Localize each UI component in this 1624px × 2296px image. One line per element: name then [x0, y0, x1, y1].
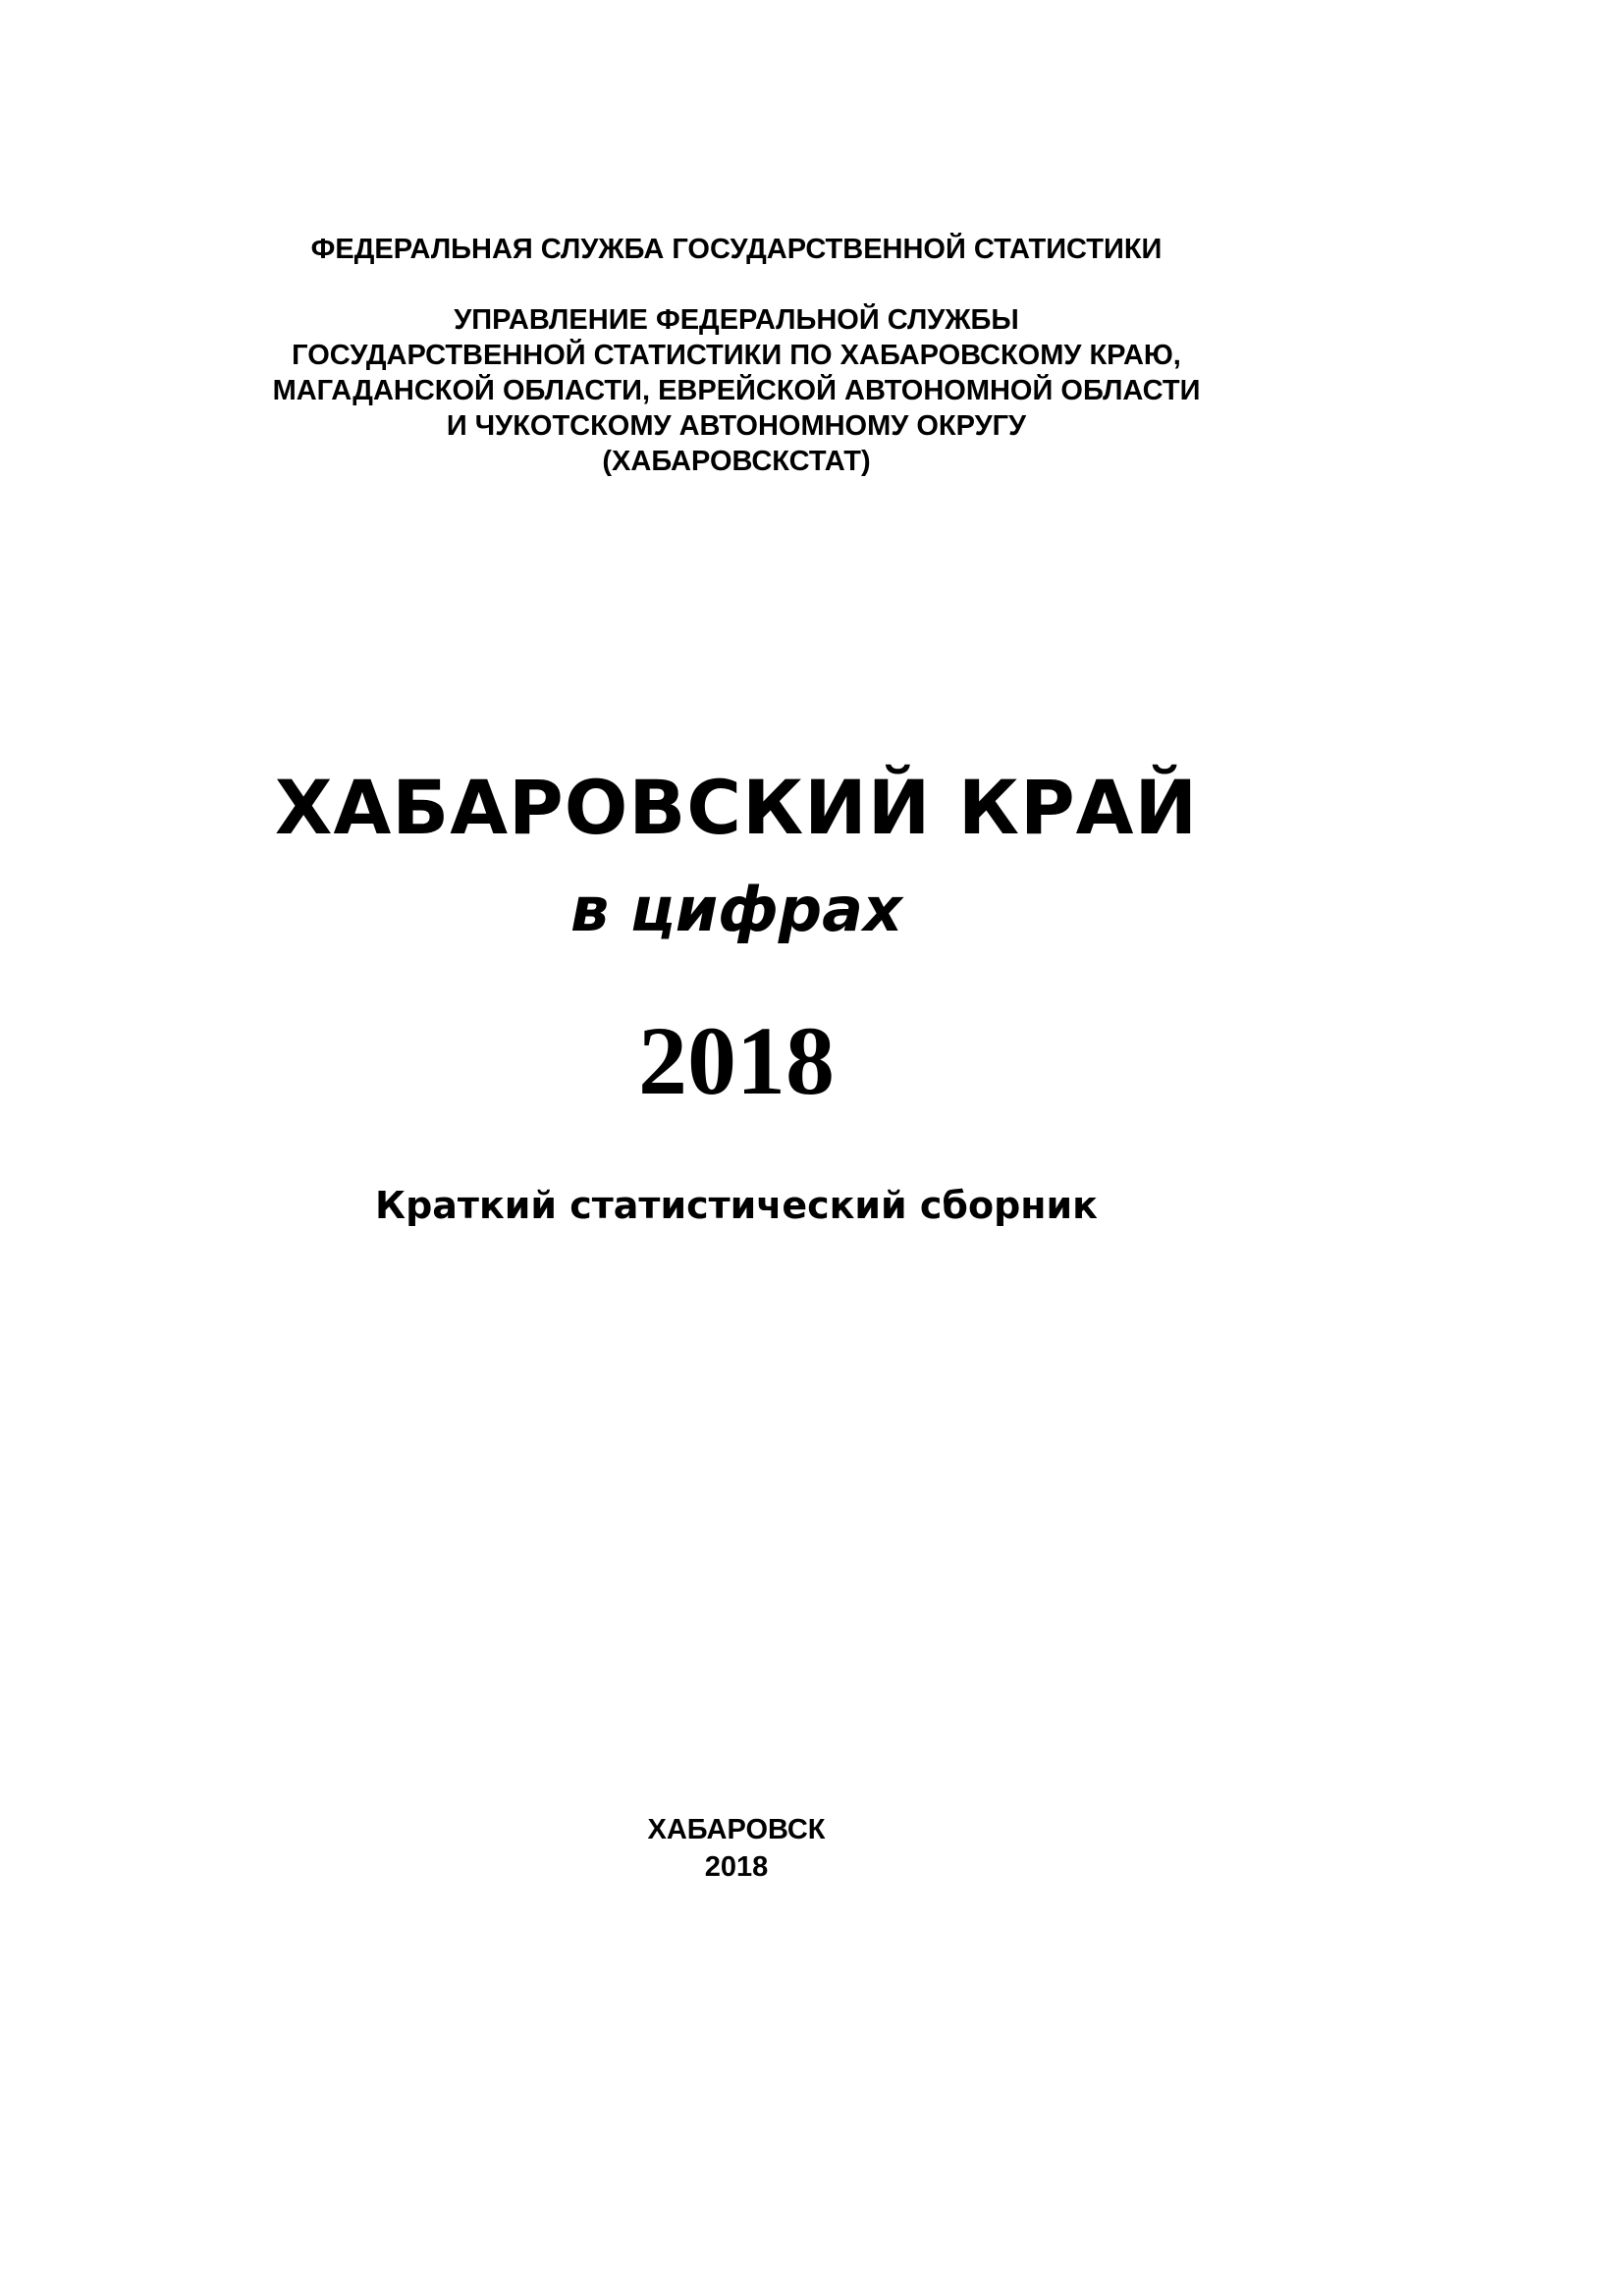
agency-name: ФЕДЕРАЛЬНАЯ СЛУЖБА ГОСУДАРСТВЕННОЙ СТАТИСТИКИ — [310, 234, 1163, 265]
department-name — [0, 302, 1473, 479]
edition-year: 2018 — [638, 1006, 835, 1115]
publication-type: Краткий статистический сборник — [375, 1184, 1098, 1227]
document-subtitle: в цифрах — [570, 874, 902, 945]
publication-city: ХАБАРОВСК — [647, 1814, 826, 1845]
department-line-5: (ХАБАРОВСКСТАТ) — [602, 446, 871, 477]
department-line-3: МАГАДАНСКОЙ ОБЛАСТИ, ЕВРЕЙСКОЙ АВТОНОМНОЙ ОБЛАСТИ — [272, 375, 1201, 406]
publication-year: 2018 — [704, 1851, 769, 1883]
document-title: ХАБАРОВСКИЙ КРАЙ — [274, 764, 1199, 851]
department-line-2: ГОСУДАРСТВЕННОЙ СТАТИСТИКИ ПО ХАБАРОВСКОМУ КРАЮ, — [292, 340, 1181, 371]
department-line-1: УПРАВЛЕНИЕ ФЕДЕРАЛЬНОЙ СЛУЖБЫ — [454, 304, 1019, 336]
department-line-4: И ЧУКОТСКОМУ АВТОНОМНОМУ ОКРУГУ — [446, 410, 1027, 442]
